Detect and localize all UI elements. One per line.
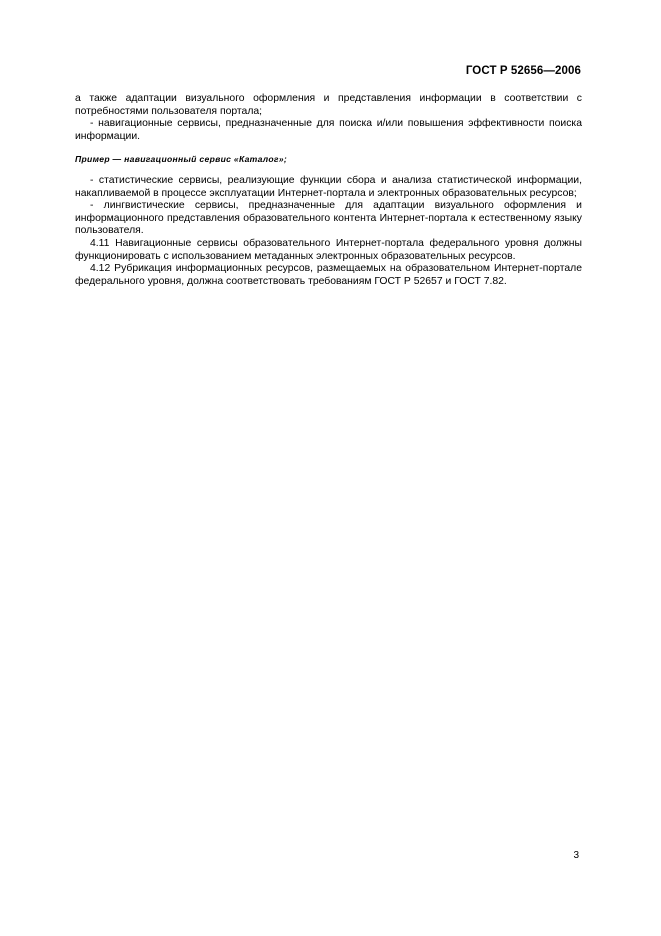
example-note: Пример — навигационный сервис «Каталог»;: [75, 154, 287, 165]
paragraph-navigation-services: - навигационные сервисы, предназначенные для поиска и/или повышения эффективности поиска информации.: [75, 118, 582, 142]
clause-4-11: 4.11 Навигационные сервисы образовательного Интернет-портала федерального уровня должны функционировать с использованием метаданных электронных образовательных ресурсов.: [75, 237, 582, 262]
clause-4-12: 4.12 Рубрикация информационных ресурсов, размещаемых на образовательном Интернет-портале федерального уровня, должна соответствовать требованиям ГОСТ Р 52657 и ГОСТ 7.82.: [75, 263, 582, 287]
paragraph-statistical-services: - статистические сервисы, реализующие функции сбора и анализа статистической информации, накапливаемой в процессе эксплуатации Интернет-портала и электронных образовательных ресурсов;: [75, 174, 582, 199]
standard-code-header: ГОСТ Р 52656—2006: [465, 65, 581, 77]
page-number: 3: [573, 850, 579, 861]
paragraph-linguistic-services: - лингвистические сервисы, предназначенные для адаптации визуального оформления и информационного представления образовательного контента Интернет-портала к естественному языку пользователя.: [75, 200, 582, 237]
document-body: [75, 93, 582, 288]
paragraph-adaptation: а также адаптации визуального оформления и представления информации в соответствии с потребностями пользователя портала;: [75, 93, 582, 117]
